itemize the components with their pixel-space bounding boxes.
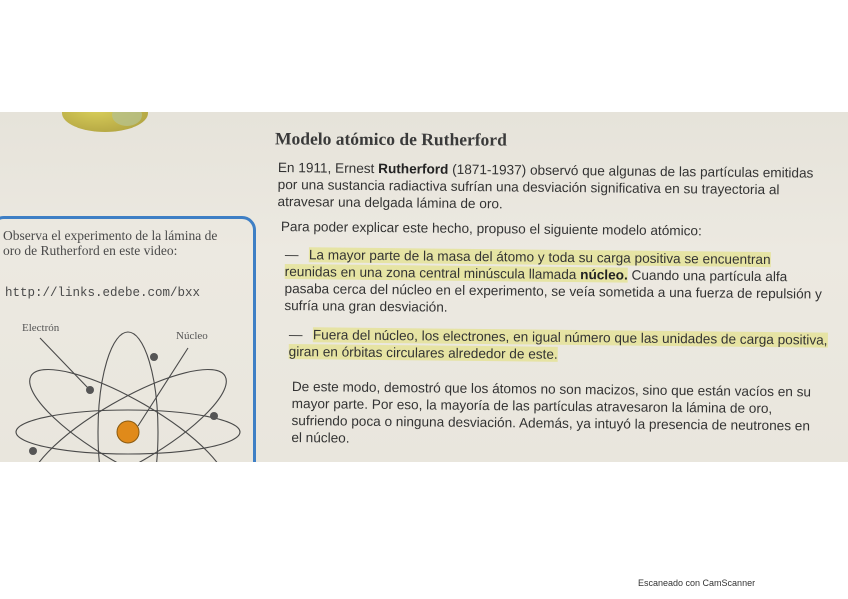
orbit-diagonal-2	[15, 348, 241, 462]
electron	[29, 447, 37, 455]
bullet-dash: —	[284, 246, 299, 263]
nucleus-term: núcleo.	[580, 267, 628, 283]
electron	[86, 386, 94, 394]
intro-text-end: (1871-1937) observó que algunas de las partículas emitidas por una sustancia radiactiva sufrían una desviación significativa en su trayectoria al atravesar una delgada lámina de oro.	[277, 161, 814, 212]
bullet-electrons	[289, 326, 829, 366]
paragraph-conclusion: De este modo, demostró que los átomos no son macizos, sino que están vacíos en su mayor parte. Por eso, la mayoría de las partículas atravesaron la lámina de oro, sufriendo poca o ninguna desviación. Además, ya intuyó la presencia de neutrones en el núcleo.	[291, 378, 812, 446]
electron-label: Electrón	[22, 322, 60, 334]
atom-diagram	[0, 322, 250, 462]
bullet-nucleus	[284, 246, 825, 320]
electron	[150, 353, 158, 361]
sidebar-prompt: Observa el experimento de la lámina de oro de Rutherford en este video:	[3, 228, 218, 258]
sidebar-video-link[interactable]: http://links.edebe.com/bxx	[5, 286, 201, 300]
paragraph-intro	[277, 159, 818, 216]
orbit-diagonal-1	[15, 348, 241, 462]
paragraph-model-intro: Para poder explicar este hecho, propuso el siguiente modelo atómico:	[280, 218, 702, 239]
bullet1-text-start: La mayor parte de la masa del átomo y toda su carga positiva se encuentran reunidas en una zona central minúscula llamada	[284, 247, 771, 283]
scanned-page-photo	[0, 112, 848, 462]
nucleus	[117, 421, 139, 443]
bullet-dash: —	[288, 326, 303, 343]
bullet1-text-end: Cuando una partícula alfa pasaba cerca del núcleo en el experimento, se veía sometida a una fuerza de repulsión y sufría una gran desviación.	[284, 267, 822, 315]
rutherford-name: Rutherford	[378, 161, 449, 177]
intro-text-start: En 1911, Ernest	[277, 159, 379, 177]
scanner-watermark: Escaneado con CamScanner	[638, 578, 756, 588]
electron-pointer-line	[40, 338, 88, 388]
article-title: Modelo atómico de Rutherford	[274, 128, 507, 150]
nucleus-label: Núcleo	[176, 330, 208, 342]
electron	[210, 412, 218, 420]
bullet2-text: Fuera del núcleo, los electrones, en igual número que las unidades de carga positiva, giran en órbitas circulares alrededor de este.	[288, 327, 828, 362]
